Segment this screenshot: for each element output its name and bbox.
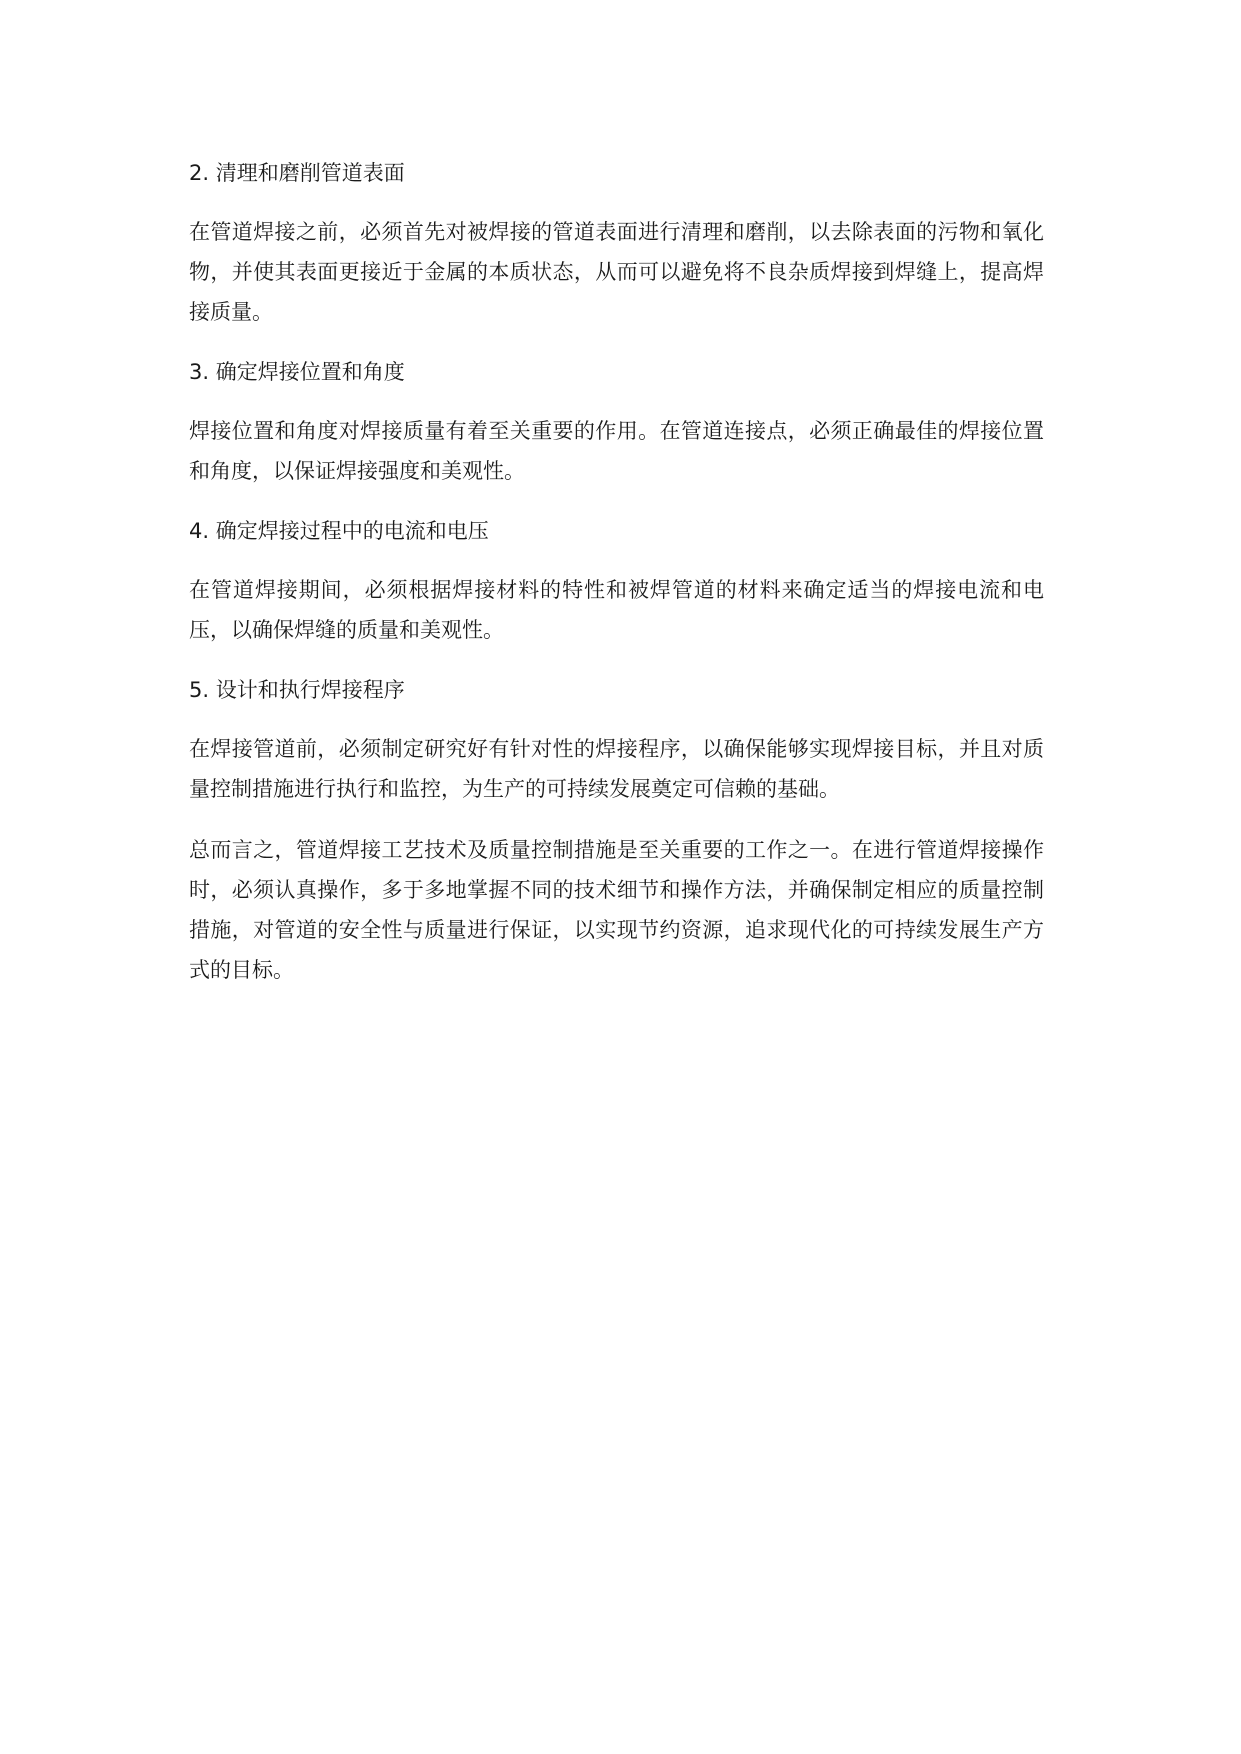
section-heading-2: 2. 清理和磨削管道表面 [189, 161, 405, 185]
section-body-5: 在焊接管道前，必须制定研究好有针对性的焊接程序，以确保能够实现焊接目标，并且对质量控制措施进行执行和监控，为生产的可持续发展奠定可信赖的基础。 [189, 737, 1044, 801]
section-heading-3: 3. 确定焊接位置和角度 [189, 360, 405, 384]
section-heading-5: 5. 设计和执行焊接程序 [189, 678, 405, 702]
section-body-2: 在管道焊接之前，必须首先对被焊接的管道表面进行清理和磨削，以去除表面的污物和氧化物，并使其表面更接近于金属的本质状态，从而可以避免将不良杂质焊接到焊缝上，提高焊接质量。 [189, 220, 1044, 324]
section-body-4: 在管道焊接期间，必须根据焊接材料的特性和被焊管道的材料来确定适当的焊接电流和电压，以确保焊缝的质量和美观性。 [189, 578, 1044, 642]
conclusion-paragraph: 总而言之，管道焊接工艺技术及质量控制措施是至关重要的工作之一。在进行管道焊接操作时，必须认真操作，多于多地掌握不同的技术细节和操作方法，并确保制定相应的质量控制措施，对管道的安全性与质量进行保证，以实现节约资源，追求现代化的可持续发展生产方式的目标。 [189, 838, 1044, 982]
section-body-3: 焊接位置和角度对焊接质量有着至关重要的作用。在管道连接点，必须正确最佳的焊接位置和角度，以保证焊接强度和美观性。 [189, 419, 1044, 483]
document-body [189, 154, 1044, 990]
section-heading-4: 4. 确定焊接过程中的电流和电压 [189, 519, 489, 543]
